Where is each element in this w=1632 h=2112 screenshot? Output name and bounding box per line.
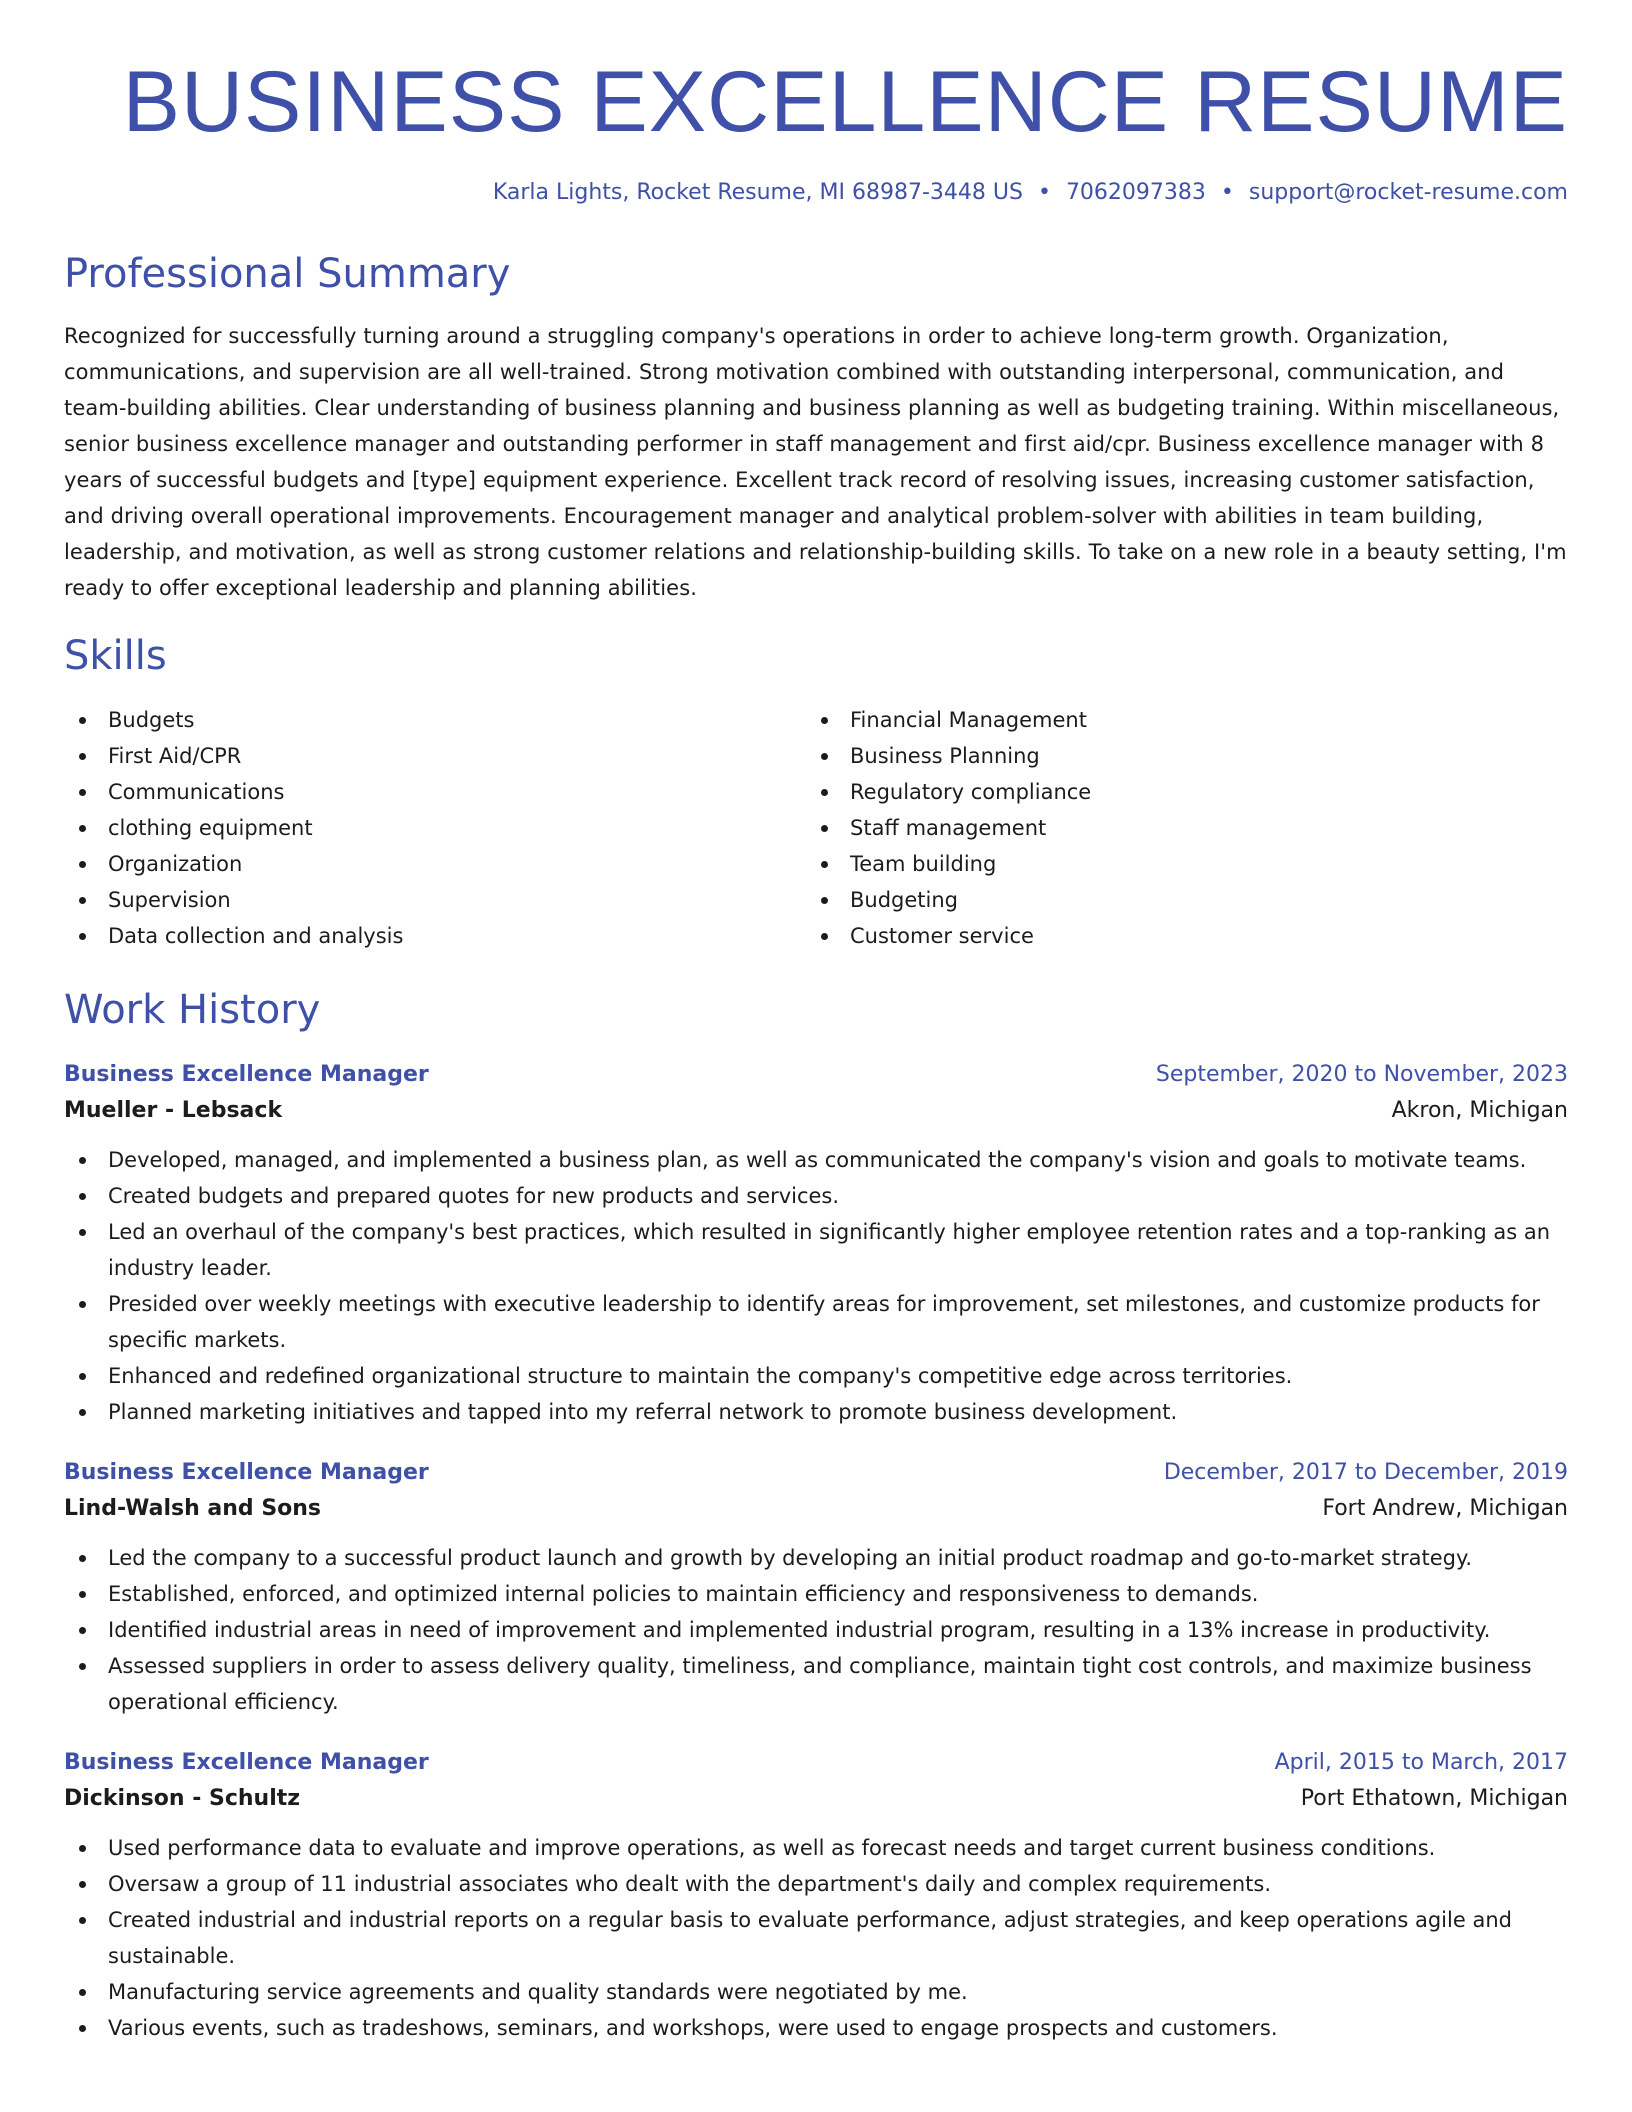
skill-label: Organization — [108, 852, 243, 876]
job-bullet — [64, 1648, 1568, 1720]
job-dates: September, 2020 to November, 2023 — [1155, 1062, 1568, 1087]
job-entry — [64, 1058, 1568, 1430]
company-name: Dickinson - Schultz — [64, 1786, 301, 1811]
company-name: Mueller - Lebsack — [64, 1098, 283, 1123]
company-name: Lind-Walsh and Sons — [64, 1496, 322, 1521]
job-bullet-text: Assessed suppliers in order to assess delivery quality, timeliness, and compliance, maintain tight cost controls, and maximize business operational efficiency. — [108, 1654, 1532, 1714]
job-bullet — [64, 1394, 1568, 1430]
bullet-icon — [821, 861, 828, 868]
skill-item — [64, 774, 806, 810]
skill-label: Regulatory compliance — [850, 780, 1092, 804]
job-bullet — [64, 1612, 1568, 1648]
bullet-icon — [79, 897, 86, 904]
bullet-icon — [79, 1917, 86, 1924]
skill-item — [806, 846, 1091, 882]
skills-heading: Skills — [64, 633, 167, 679]
job-bullets — [64, 1540, 1568, 1720]
skill-item — [806, 702, 1091, 738]
job-bullet-text: Created industrial and industrial reports on a regular basis to evaluate performance, adjust strategies, and keep operations agile and sustainable. — [108, 1908, 1512, 1968]
bullet-icon — [79, 789, 86, 796]
job-bullet — [64, 1866, 1568, 1902]
job-bullet — [64, 2010, 1568, 2046]
bullet-icon — [79, 717, 86, 724]
bullet-icon — [79, 1663, 86, 1670]
bullet-icon — [79, 1881, 86, 1888]
skill-item — [806, 882, 1091, 918]
skill-label: Financial Management — [850, 708, 1087, 732]
job-location: Fort Andrew, Michigan — [1322, 1496, 1568, 1521]
bullet-icon — [79, 1409, 86, 1416]
job-bullet-text: Established, enforced, and optimized internal policies to maintain efficiency and responsiveness to demands. — [108, 1582, 1259, 1606]
skill-item — [64, 702, 806, 738]
job-bullet-text: Manufacturing service agreements and quality standards were negotiated by me. — [108, 1980, 968, 2004]
job-dates: December, 2017 to December, 2019 — [1163, 1460, 1568, 1485]
work-history-heading: Work History — [64, 987, 321, 1033]
bullet-icon — [79, 1193, 86, 1200]
job-bullet — [64, 1902, 1568, 1974]
bullet-icon — [79, 1627, 86, 1634]
skill-label: First Aid/CPR — [108, 744, 242, 768]
bullet-icon — [821, 897, 828, 904]
job-location: Akron, Michigan — [1391, 1098, 1568, 1123]
bullet-icon — [79, 1845, 86, 1852]
skill-item — [64, 918, 806, 954]
job-subheader — [64, 1092, 1568, 1130]
bullet-icon — [79, 1989, 86, 1996]
skills-column-left — [64, 702, 806, 954]
skill-label: Budgets — [108, 708, 195, 732]
job-bullet-text: Planned marketing initiatives and tapped into my referral network to promote business development. — [108, 1400, 1178, 1424]
job-bullet — [64, 1830, 1568, 1866]
bullet-icon — [79, 753, 86, 760]
job-bullet-text: Used performance data to evaluate and improve operations, as well as forecast needs and target current business conditions. — [108, 1836, 1436, 1860]
skill-label: Budgeting — [850, 888, 959, 912]
job-title: Business Excellence Manager — [64, 1062, 429, 1087]
bullet-icon — [821, 717, 828, 724]
resume-page — [64, 0, 1568, 2046]
job-bullet — [64, 1142, 1568, 1178]
skill-label: Team building — [850, 852, 997, 876]
bullet-icon — [79, 1373, 86, 1380]
job-bullet-text: Identified industrial areas in need of improvement and implemented industrial program, resulting in a 13% increase in productivity. — [108, 1618, 1491, 1642]
job-subheader — [64, 1780, 1568, 1818]
summary-heading: Professional Summary — [64, 251, 511, 297]
skill-item — [806, 918, 1091, 954]
skill-label: Communications — [108, 780, 285, 804]
bullet-icon — [79, 1591, 86, 1598]
contact-phone: 7062097383 — [1065, 180, 1206, 205]
job-bullet — [64, 1286, 1568, 1358]
job-bullet-text: Various events, such as tradeshows, seminars, and workshops, were used to engage prospects and customers. — [108, 2016, 1278, 2040]
skill-label: Customer service — [850, 924, 1034, 948]
bullet-icon — [79, 1229, 86, 1236]
skill-item — [64, 882, 806, 918]
bullet-icon — [79, 1555, 86, 1562]
job-location: Port Ethatown, Michigan — [1300, 1786, 1568, 1811]
skill-item — [64, 846, 806, 882]
skill-label: clothing equipment — [108, 816, 313, 840]
skills-column-right — [806, 702, 1091, 954]
skill-label: Data collection and analysis — [108, 924, 404, 948]
skill-item — [64, 810, 806, 846]
bullet-icon — [821, 825, 828, 832]
summary-text: Recognized for successfully turning around a struggling company's operations in order to achieve long-term growth. Organization, communications, and supervision are all well-trained. Strong motivation combined with outstanding interpersonal, communication, and team-building abilities. Clear understanding of business planning and business planning as well as budgeting training. Within miscellaneous, senior business excellence manager and outstanding performer in staff management and first aid/cpr. Business excellence manager with 8 years of successful budgets and [type] equipment experience. Excellent track record of resolving issues, increasing customer satisfaction, and driving overall operational improvements. Encouragement manager and analytical problem-solver with abilities in team building, leadership, and motivation, as well as strong customer relations and relationship-building skills. To take on a new role in a beauty setting, I'm ready to offer exceptional leadership and planning abilities. — [64, 324, 1567, 600]
job-entry — [64, 1456, 1568, 1720]
job-dates: April, 2015 to March, 2017 — [1274, 1750, 1568, 1775]
job-bullet — [64, 1178, 1568, 1214]
contact-separator: • — [1220, 180, 1234, 205]
job-header — [64, 1746, 1568, 1780]
bullet-icon — [79, 825, 86, 832]
job-bullet-text: Oversaw a group of 11 industrial associates who dealt with the department's daily and complex requirements. — [108, 1872, 1271, 1896]
job-title: Business Excellence Manager — [64, 1460, 429, 1485]
job-bullets — [64, 1830, 1568, 2046]
skill-item — [64, 738, 806, 774]
job-bullet — [64, 1358, 1568, 1394]
bullet-icon — [79, 1301, 86, 1308]
contact-email: support@rocket-resume.com — [1248, 180, 1568, 205]
job-subheader — [64, 1490, 1568, 1528]
bullet-icon — [79, 2025, 86, 2032]
job-bullet — [64, 1214, 1568, 1286]
skill-item — [806, 738, 1091, 774]
resume-title: BUSINESS EXCELLENCE RESUME — [122, 54, 1568, 150]
job-bullet-text: Enhanced and redefined organizational structure to maintain the company's competitive edge across territories. — [108, 1364, 1293, 1388]
skill-item — [806, 774, 1091, 810]
job-entry — [64, 1746, 1568, 2046]
skill-label: Business Planning — [850, 744, 1040, 768]
job-bullet — [64, 1576, 1568, 1612]
job-bullet-text: Created budgets and prepared quotes for new products and services. — [108, 1184, 840, 1208]
bullet-icon — [79, 861, 86, 868]
skill-item — [806, 810, 1091, 846]
contact-line — [64, 178, 1568, 208]
job-bullets — [64, 1142, 1568, 1430]
job-bullet-text: Led the company to a successful product launch and growth by developing an initial product roadmap and go-to-market strategy. — [108, 1546, 1473, 1570]
job-title: Business Excellence Manager — [64, 1750, 429, 1775]
job-bullet — [64, 1974, 1568, 2010]
skill-label: Staff management — [850, 816, 1047, 840]
bullet-icon — [821, 753, 828, 760]
job-bullet-text: Presided over weekly meetings with executive leadership to identify areas for improvement, set milestones, and customize products for specific markets. — [108, 1292, 1540, 1352]
skills-list — [64, 702, 1568, 954]
job-bullet — [64, 1540, 1568, 1576]
bullet-icon — [821, 789, 828, 796]
job-header — [64, 1456, 1568, 1490]
bullet-icon — [79, 933, 86, 940]
job-bullet-text: Developed, managed, and implemented a business plan, as well as communicated the company's vision and goals to motivate teams. — [108, 1148, 1527, 1172]
job-bullet-text: Led an overhaul of the company's best practices, which resulted in significantly higher employee retention rates and a top-ranking as an industry leader. — [108, 1220, 1551, 1280]
contact-separator: • — [1037, 180, 1051, 205]
contact-address: Karla Lights, Rocket Resume, MI 68987-3448 US — [492, 180, 1023, 205]
job-header — [64, 1058, 1568, 1092]
bullet-icon — [79, 1157, 86, 1164]
bullet-icon — [821, 933, 828, 940]
skill-label: Supervision — [108, 888, 231, 912]
